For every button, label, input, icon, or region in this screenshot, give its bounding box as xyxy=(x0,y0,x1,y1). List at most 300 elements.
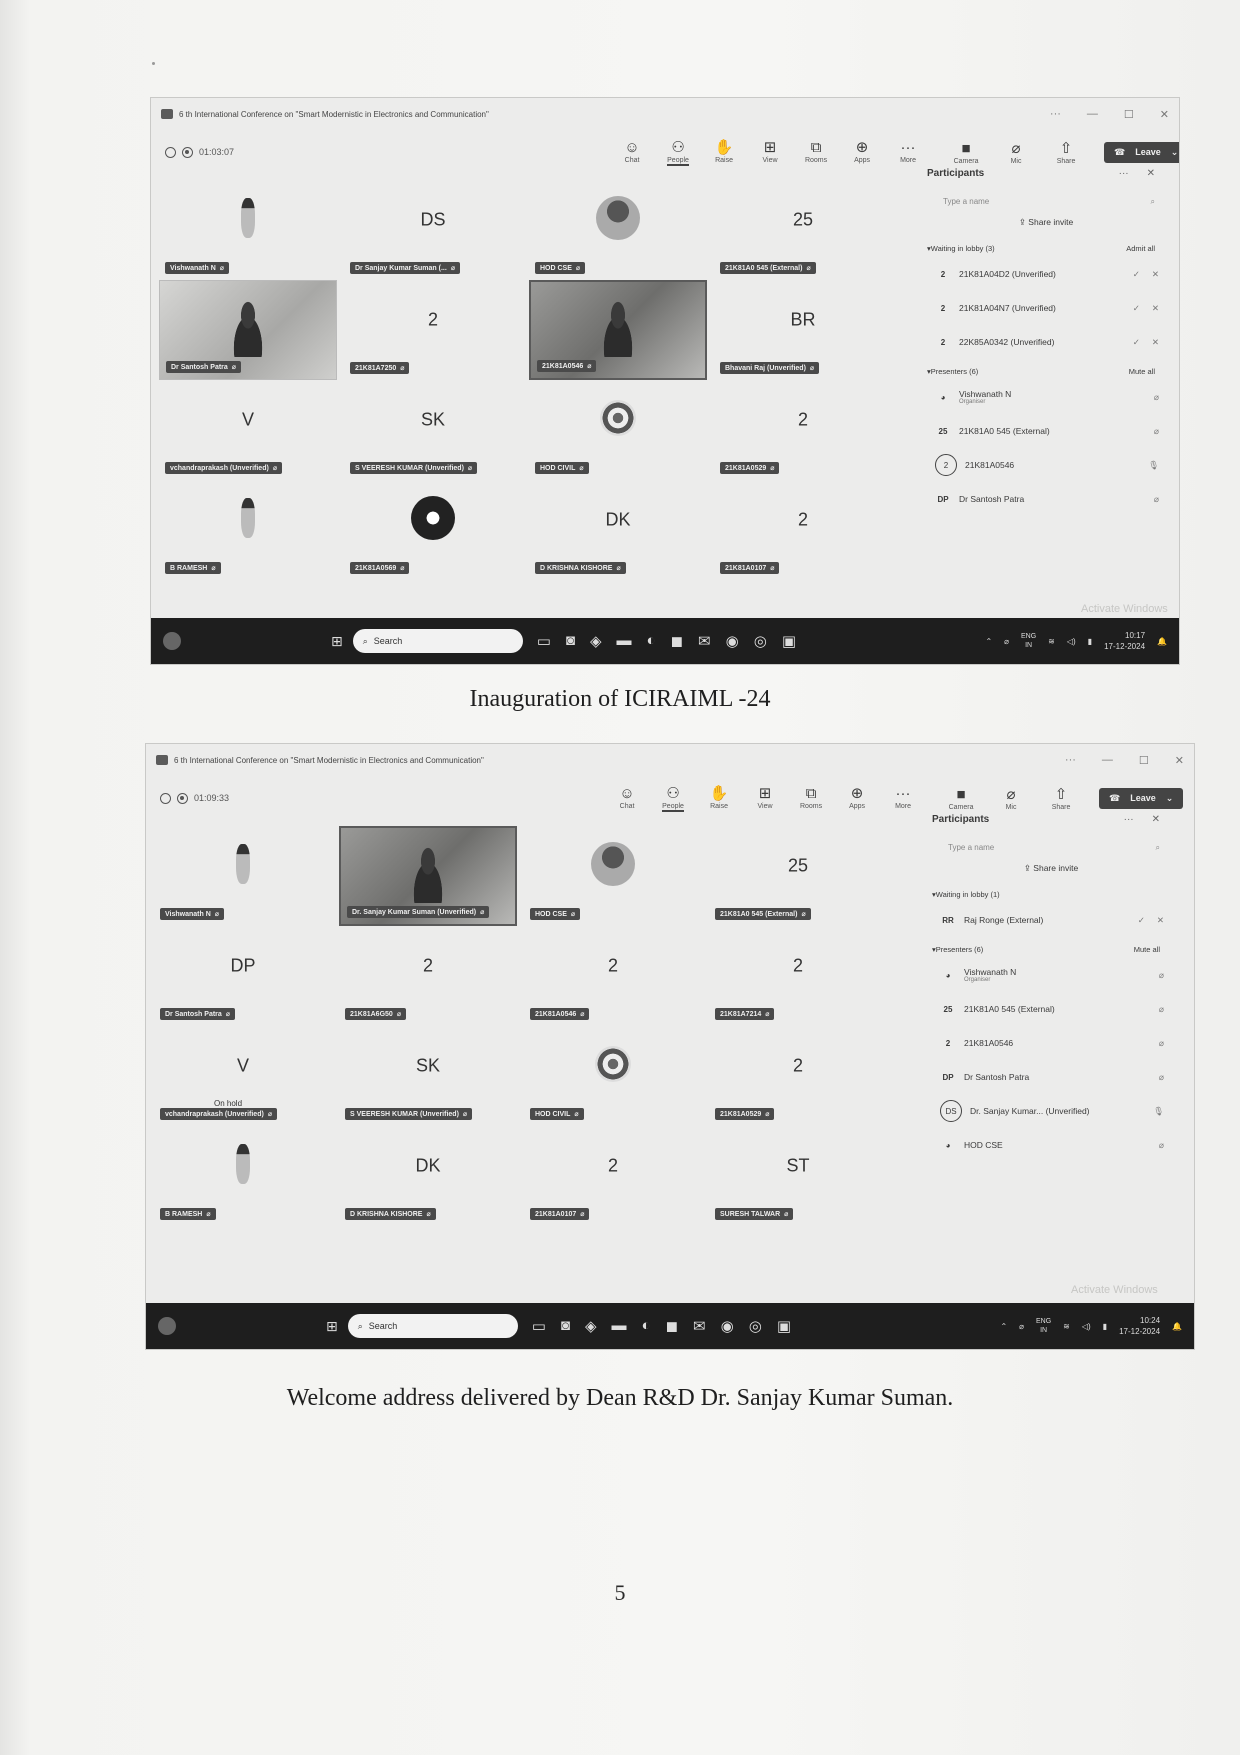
participant-name: 21K81A0569 xyxy=(355,565,397,572)
on-hold-status: On hold xyxy=(214,1099,243,1108)
window-controls[interactable] xyxy=(1050,108,1169,121)
participant-tile[interactable] xyxy=(344,180,522,280)
participant-name: 21K81A7214 xyxy=(720,1011,762,1018)
panel-header xyxy=(932,814,1176,825)
toolbar-apps-button[interactable] xyxy=(844,139,880,166)
chevron-up-icon[interactable]: ⌃ xyxy=(1000,1321,1008,1331)
language-indicator[interactable] xyxy=(1021,632,1036,650)
chevron-down-icon[interactable]: ⌄ xyxy=(1165,792,1174,803)
wifi-icon[interactable]: ≋ xyxy=(1048,636,1055,646)
deny-x-icon[interactable]: ✕ xyxy=(1151,336,1159,347)
presenters-label: Presenters (6) xyxy=(930,367,979,376)
participant-badge: 25 xyxy=(938,426,948,436)
participant-name xyxy=(965,460,1140,470)
toolbar-people-button[interactable] xyxy=(655,785,691,812)
device-controls xyxy=(948,140,1084,165)
mic-off-icon: ⌀ xyxy=(580,1011,585,1018)
participant-name: vchandraprakash (Unverified) xyxy=(165,1111,264,1118)
participant-tile[interactable] xyxy=(524,1026,702,1126)
toolbar-people-button[interactable] xyxy=(660,139,696,166)
chevron-down-icon[interactable]: ⌄ xyxy=(1170,146,1179,157)
minimize-icon[interactable]: — xyxy=(1101,753,1113,766)
taskbar-search[interactable] xyxy=(348,1314,518,1338)
presenter-row[interactable] xyxy=(940,1068,1164,1086)
video-grid xyxy=(159,180,899,580)
mic-off-icon: ⌀ xyxy=(450,265,456,272)
presenter-row[interactable] xyxy=(935,456,1159,474)
participant-tile[interactable] xyxy=(154,826,332,926)
taskbar-search[interactable] xyxy=(353,629,523,653)
participant-name: Dr Santosh Patra xyxy=(171,364,228,371)
participant-name: Dr Sanjay Kumar Suman (... xyxy=(355,265,447,272)
participant-tile[interactable] xyxy=(714,280,892,380)
mic-off-icon[interactable]: ⌀ xyxy=(1019,1321,1024,1331)
share-invite-button[interactable] xyxy=(926,863,1176,874)
participant-name: Vishwanath N xyxy=(170,265,216,272)
window-titlebar xyxy=(151,98,1179,130)
participant-initials: DP xyxy=(230,955,256,976)
chevron-down-icon: ▾ xyxy=(927,244,931,253)
volume-icon[interactable]: ◁) xyxy=(1066,636,1076,646)
copilot-icon[interactable]: ◈ xyxy=(589,633,602,650)
mic-off-icon[interactable]: ⌀ xyxy=(1158,1139,1164,1150)
participant-name-tag xyxy=(530,908,580,920)
participant-name-tag xyxy=(350,562,409,574)
mic-off-icon: ⌀ xyxy=(396,1011,402,1018)
presenter-name: 21K81A0 545 (External) xyxy=(959,426,1050,436)
presenter-name: HOD CSE xyxy=(964,1140,1003,1150)
participant-name-tag xyxy=(715,908,811,920)
mail-icon[interactable]: ✉ xyxy=(693,1318,706,1335)
participant-initials: V xyxy=(241,409,255,430)
window-titlebar xyxy=(146,744,1194,776)
participant-name-tag xyxy=(535,462,589,474)
participant-name: Dr Santosh Patra xyxy=(165,1011,222,1018)
mic-off-icon: ⌀ xyxy=(426,1211,431,1218)
close-icon[interactable]: ✕ xyxy=(1174,754,1184,767)
search-icon: ⌕ xyxy=(362,635,368,646)
participant-name-tag xyxy=(165,462,282,474)
lobby-section-header[interactable] xyxy=(932,890,1160,899)
more-icon[interactable]: ··· xyxy=(1123,814,1134,825)
participant-name-tag xyxy=(535,262,585,274)
participant-tile[interactable] xyxy=(524,826,702,926)
participant-tile[interactable] xyxy=(339,1026,517,1126)
participant-tile[interactable] xyxy=(159,280,337,380)
lobby-participant-row xyxy=(935,299,1159,317)
participant-name-tag xyxy=(350,462,477,474)
participant-name-tag xyxy=(720,562,779,574)
mic-off-icon[interactable]: ⌀ xyxy=(1158,1037,1164,1048)
search-icon[interactable]: ⌕ xyxy=(1155,843,1160,852)
participant-name xyxy=(964,1038,1151,1048)
mic-off-icon[interactable]: ⌀ xyxy=(1153,493,1159,504)
toolbar-view-button[interactable] xyxy=(747,785,783,812)
participant-initials: 2 xyxy=(792,1055,804,1076)
weather-icon[interactable] xyxy=(163,632,181,650)
store-icon[interactable]: ◼ xyxy=(665,1318,679,1335)
presenter-row[interactable] xyxy=(935,422,1159,440)
photos-icon[interactable]: ▣ xyxy=(781,633,796,650)
mic-icon[interactable]: 🎙 xyxy=(1148,459,1159,470)
presenter-row[interactable] xyxy=(940,1102,1164,1120)
admit-check-icon[interactable]: ✓ xyxy=(1132,302,1140,313)
clock-time: 10:17 xyxy=(1125,631,1146,640)
meeting-screenshot-2 xyxy=(145,743,1195,1350)
leave-button[interactable]: ☎ Leave ⌄ xyxy=(1104,142,1180,163)
deny-x-icon[interactable]: ✕ xyxy=(1151,268,1159,279)
participant-tile[interactable] xyxy=(159,180,337,280)
presenters-label: Presenters (6) xyxy=(935,945,984,954)
toolbar-more-button[interactable] xyxy=(890,139,926,166)
notification-bell-icon[interactable]: 🔔 xyxy=(1172,1321,1182,1331)
participant-initials: 2 xyxy=(792,955,804,976)
battery-icon[interactable]: ▮ xyxy=(1102,1321,1108,1331)
participant-name-tag xyxy=(345,1008,406,1020)
toolbar-label: People xyxy=(667,156,689,164)
participant-initials: SK xyxy=(415,1055,441,1076)
participant-initials: 2 xyxy=(422,955,434,976)
participant-initials: DK xyxy=(605,509,631,530)
participant-initials: 25 xyxy=(787,855,809,876)
toolbar-label: Apps xyxy=(854,156,871,164)
toolbar-label: View xyxy=(757,802,773,810)
participant-tile[interactable] xyxy=(344,380,522,480)
mic-off-icon: ⌀ xyxy=(575,265,581,272)
participant-name: Raj Ronge (External) xyxy=(964,915,1044,925)
participant-initials: 2 xyxy=(797,409,809,430)
weather-icon[interactable] xyxy=(158,1317,176,1335)
panel-title: Participants xyxy=(927,168,985,179)
mic-off-icon: ⌀ xyxy=(225,1011,231,1018)
mic-off-icon: ⌀ xyxy=(570,911,576,918)
edge-icon[interactable]: ◐ xyxy=(646,632,656,649)
rooms-icon: ⧉ xyxy=(810,138,822,156)
mute-all-button[interactable]: Mute all xyxy=(1128,367,1155,376)
teams-icon[interactable]: ◙ xyxy=(565,632,575,649)
mic-off-icon: ⌀ xyxy=(211,565,216,572)
participant-initials: V xyxy=(236,1055,250,1076)
participant-initials: BR xyxy=(790,309,816,330)
window-controls[interactable] xyxy=(1065,754,1184,767)
people-icon: ⚇ xyxy=(671,138,685,156)
toolbar-rooms-button[interactable] xyxy=(793,785,829,812)
battery-icon[interactable]: ▮ xyxy=(1087,636,1093,646)
participant-initials: 2 xyxy=(607,1155,619,1176)
avatar: ◕ xyxy=(945,970,951,980)
mute-all-button[interactable]: Mute all xyxy=(1133,945,1160,954)
participant-tile[interactable] xyxy=(709,926,887,1026)
participant-tile[interactable] xyxy=(529,280,707,380)
presenter-row[interactable] xyxy=(935,490,1159,508)
mic-off-icon: ⌀ xyxy=(616,565,621,572)
participant-tile[interactable] xyxy=(154,926,332,1026)
mic-off-icon[interactable]: ⌀ xyxy=(1153,425,1159,436)
lobby-actions xyxy=(1138,915,1164,926)
participant-name-tag xyxy=(160,908,224,920)
mic-off-icon[interactable]: ⌀ xyxy=(1158,969,1164,980)
participant-name-tag xyxy=(530,1008,589,1020)
window-title: 6 th International Conference on "Smart Modernistic in Electronics and Communication" xyxy=(179,109,489,119)
teams-icon[interactable]: ◙ xyxy=(560,1317,570,1334)
participant-name: D KRISHNA KISHORE xyxy=(540,565,613,572)
share-icon: ⇧ xyxy=(1054,785,1068,803)
participant-initials: 25 xyxy=(792,209,814,230)
lobby-label: Waiting in lobby (1) xyxy=(935,890,1000,899)
notification-bell-icon[interactable]: 🔔 xyxy=(1157,636,1167,646)
clock-date: 17-12-2024 xyxy=(1104,642,1146,651)
participant-name: B RAMESH xyxy=(165,1211,203,1218)
participant-tile[interactable] xyxy=(529,180,707,280)
mic-off-icon: ⌀ xyxy=(467,465,473,472)
participant-initials: 2 xyxy=(607,955,619,976)
mic-off-icon: ⌀ xyxy=(765,1111,770,1118)
caption-welcome-address: Welcome address delivered by Dean R&D Dr. Sanjay Kumar Suman. xyxy=(286,1385,954,1411)
toolbar-apps-button[interactable] xyxy=(839,785,875,812)
toolbar-label: People xyxy=(662,802,684,810)
deny-x-icon[interactable]: ✕ xyxy=(1156,914,1164,925)
participant-badge: DP xyxy=(937,494,949,504)
participant-tile[interactable] xyxy=(524,926,702,1026)
toolbar-label: Raise xyxy=(710,802,728,810)
mic-button[interactable]: ⌀ Mic xyxy=(1005,785,1017,811)
avatar xyxy=(596,196,640,240)
participant-name: 21K81A0529 xyxy=(725,465,767,472)
chat-icon: ☺ xyxy=(624,138,640,156)
mail-icon[interactable]: ✉ xyxy=(698,633,711,650)
system-tray xyxy=(985,630,1167,652)
admit-all-button[interactable]: Admit all xyxy=(1126,244,1155,253)
participant-search-input[interactable] xyxy=(943,197,1155,207)
toolbar-more-button[interactable] xyxy=(885,785,921,812)
speck xyxy=(152,62,155,65)
hand-icon: ✋ xyxy=(714,138,734,156)
participant-tile[interactable] xyxy=(529,380,707,480)
meeting-timer xyxy=(160,793,229,804)
presenter-row[interactable] xyxy=(940,966,1164,984)
presenter-row[interactable] xyxy=(940,1136,1164,1154)
minimize-icon[interactable]: — xyxy=(1086,107,1098,120)
elapsed-time: 01:03:07 xyxy=(199,147,235,157)
participant-tile[interactable] xyxy=(154,1126,332,1226)
participants-panel xyxy=(921,168,1171,614)
participant-name: SURESH TALWAR xyxy=(720,1211,781,1218)
search-icon[interactable]: ⌕ xyxy=(1150,197,1155,206)
participant-tile[interactable] xyxy=(709,1126,887,1226)
avatar: ◕ xyxy=(945,1140,951,1150)
clock[interactable] xyxy=(1104,630,1145,652)
participant-name xyxy=(970,1106,1145,1116)
mic-off-icon: ⌀ xyxy=(1011,139,1021,157)
mic-off-icon: ⌀ xyxy=(462,1111,468,1118)
participant-search-input[interactable] xyxy=(948,843,1160,853)
share-icon: ⇪ xyxy=(1018,217,1029,227)
toolbar-label: More xyxy=(900,156,917,164)
participant-tile[interactable] xyxy=(159,380,337,480)
participant-name: D KRISHNA KISHORE xyxy=(350,1211,423,1218)
toolbar-view-button[interactable] xyxy=(752,139,788,166)
toolbar-label: Apps xyxy=(849,802,866,810)
participant-name xyxy=(964,967,1151,983)
toolbar-label: Rooms xyxy=(804,156,828,164)
lobby-section-header[interactable] xyxy=(927,244,1155,253)
presenter-row[interactable] xyxy=(940,1034,1164,1052)
participant-name: 21K81A0107 xyxy=(535,1211,577,1218)
chrome-icon[interactable]: ◎ xyxy=(753,633,767,650)
close-icon[interactable]: ✕ xyxy=(1151,814,1160,825)
toolbar-label: Chat xyxy=(619,802,635,810)
mic-off-icon: ⌀ xyxy=(272,465,278,472)
admit-check-icon[interactable]: ✓ xyxy=(1137,914,1145,925)
participant-tile[interactable] xyxy=(714,180,892,280)
participant-name xyxy=(959,389,1146,405)
chevron-up-icon[interactable]: ⌃ xyxy=(985,636,993,646)
explorer-icon[interactable]: ▬ xyxy=(611,1317,627,1334)
participant-badge: 2 xyxy=(940,337,946,347)
presenter-name: 21K81A0546 xyxy=(964,1038,1014,1048)
copilot-icon[interactable]: ◈ xyxy=(584,1318,597,1335)
mic-icon[interactable]: 🎙 xyxy=(1153,1105,1164,1116)
participant-name: HOD CSE xyxy=(535,911,567,918)
toolbar-chat-button[interactable] xyxy=(614,139,650,166)
participant-tile[interactable] xyxy=(709,1026,887,1126)
share-button[interactable]: ⇧ Share xyxy=(1056,139,1076,165)
participant-name-tag xyxy=(350,262,460,274)
mic-off-icon: ⌀ xyxy=(1006,785,1016,803)
wifi-icon[interactable]: ≋ xyxy=(1063,1321,1070,1331)
store-icon[interactable]: ◼ xyxy=(670,633,684,650)
toolbar xyxy=(609,785,921,812)
participant-tile[interactable] xyxy=(344,280,522,380)
windows-start-icon[interactable]: ⊞ xyxy=(331,632,343,649)
photos-icon[interactable]: ▣ xyxy=(776,1318,791,1335)
close-icon[interactable]: ✕ xyxy=(1159,108,1169,121)
presenter-name: Dr Santosh Patra xyxy=(964,1072,1030,1082)
participant-tile[interactable] xyxy=(154,1026,332,1126)
clock[interactable] xyxy=(1119,1315,1160,1337)
participant-tile[interactable] xyxy=(714,380,892,480)
more-icon: ··· xyxy=(895,784,911,802)
mic-off-icon: ⌀ xyxy=(574,1111,579,1118)
share-invite-button[interactable] xyxy=(921,217,1171,228)
mic-off-icon[interactable]: ⌀ xyxy=(1153,391,1159,402)
chat-icon: ☺ xyxy=(619,784,635,802)
participant-tile[interactable] xyxy=(709,826,887,926)
explorer-icon[interactable]: ▬ xyxy=(616,632,632,649)
participant-badge: DP xyxy=(942,1072,954,1082)
more-icon[interactable]: ··· xyxy=(1064,753,1076,766)
camera-button[interactable]: ■ Camera xyxy=(953,139,979,165)
toolbar-raise-button[interactable] xyxy=(706,139,742,166)
mic-off-icon: ⌀ xyxy=(219,265,224,272)
more-icon[interactable]: ··· xyxy=(1118,168,1129,179)
deny-x-icon[interactable]: ✕ xyxy=(1151,302,1159,313)
windows-start-icon[interactable]: ⊞ xyxy=(326,1317,338,1334)
lobby-participant-row xyxy=(935,333,1159,351)
participant-tile[interactable] xyxy=(524,1126,702,1226)
mic-off-icon: ⌀ xyxy=(267,1111,273,1118)
participant-tile[interactable] xyxy=(339,826,517,926)
mic-off-icon[interactable]: ⌀ xyxy=(1158,1003,1164,1014)
language-indicator[interactable] xyxy=(1036,1317,1051,1335)
search-icon: ⌕ xyxy=(357,1320,363,1331)
participant-name: vchandraprakash (Unverified) xyxy=(170,465,269,472)
task-view-icon[interactable]: ▭ xyxy=(531,1318,546,1335)
participant-name xyxy=(964,1140,1151,1150)
toolbar xyxy=(614,139,926,166)
participant-tile[interactable] xyxy=(159,480,337,580)
toolbar-raise-button[interactable] xyxy=(701,785,737,812)
share-icon: ⇧ xyxy=(1059,139,1073,157)
panel-title: Participants xyxy=(932,814,990,825)
volume-icon[interactable]: ◁) xyxy=(1081,1321,1091,1331)
participant-name: S VEERESH KUMAR (Unverified) xyxy=(350,1111,459,1118)
language-code: ENG xyxy=(1036,1318,1052,1325)
avatar xyxy=(241,198,255,238)
participant-name: 21K81A6G50 xyxy=(350,1011,393,1018)
maximize-icon[interactable]: ☐ xyxy=(1138,754,1149,767)
mic-off-icon: ⌀ xyxy=(480,909,485,916)
toolbar-label: Raise xyxy=(715,156,733,164)
window-title: 6 th International Conference on "Smart Modernistic in Electronics and Communication" xyxy=(174,755,484,765)
hand-icon: ✋ xyxy=(709,784,729,802)
participant-tile[interactable] xyxy=(339,926,517,1026)
participant-initials: 2 xyxy=(797,509,809,530)
maximize-icon[interactable]: ☐ xyxy=(1123,108,1134,121)
leave-button[interactable]: ☎ Leave ⌄ xyxy=(1099,788,1183,809)
participant-name-tag xyxy=(720,262,816,274)
presenter-row[interactable] xyxy=(935,388,1159,406)
chevron-down-icon: ▾ xyxy=(932,945,936,954)
more-icon[interactable]: ··· xyxy=(1049,107,1061,120)
presenter-row[interactable] xyxy=(940,1000,1164,1018)
participant-name-tag xyxy=(345,1208,436,1220)
admit-check-icon[interactable]: ✓ xyxy=(1132,268,1140,279)
admit-check-icon[interactable]: ✓ xyxy=(1132,336,1140,347)
close-icon[interactable]: ✕ xyxy=(1146,168,1155,179)
participant-tile[interactable] xyxy=(344,480,522,580)
toolbar-chat-button[interactable] xyxy=(609,785,645,812)
search-placeholder: Type a name xyxy=(948,843,995,852)
mic-off-icon[interactable]: ⌀ xyxy=(1158,1071,1164,1082)
participant-tile[interactable] xyxy=(339,1126,517,1226)
mic-off-icon[interactable]: ⌀ xyxy=(1004,636,1009,646)
share-invite-label: Share invite xyxy=(1028,217,1074,227)
mic-off-icon: ⌀ xyxy=(580,1211,585,1218)
participant-tile[interactable] xyxy=(714,480,892,580)
share-button[interactable]: ⇧ Share xyxy=(1051,785,1071,811)
presenters-section-header[interactable] xyxy=(932,945,1160,954)
pinned-apps xyxy=(532,1317,791,1335)
phone-icon: ☎ xyxy=(1109,792,1121,803)
participant-name: Vishwanath N xyxy=(165,911,211,918)
edge-icon[interactable]: ◐ xyxy=(641,1317,651,1334)
presenters-section-header[interactable] xyxy=(927,367,1155,376)
mic-button[interactable]: ⌀ Mic xyxy=(1010,139,1022,165)
participant-tile[interactable] xyxy=(529,480,707,580)
camera-button[interactable]: ■ Camera xyxy=(948,785,974,811)
chrome-icon[interactable]: ◎ xyxy=(748,1318,762,1335)
task-view-icon[interactable]: ▭ xyxy=(536,633,551,650)
chrome-icon[interactable]: ◉ xyxy=(725,633,739,650)
toolbar-rooms-button[interactable] xyxy=(798,139,834,166)
caption-inauguration: Inauguration of ICIRAIML -24 xyxy=(469,686,771,712)
pinned-apps xyxy=(537,632,796,650)
recording-icon xyxy=(182,147,193,158)
avatar xyxy=(236,844,250,884)
presenter-role: Organiser xyxy=(964,977,991,983)
chrome-icon[interactable]: ◉ xyxy=(720,1318,734,1335)
